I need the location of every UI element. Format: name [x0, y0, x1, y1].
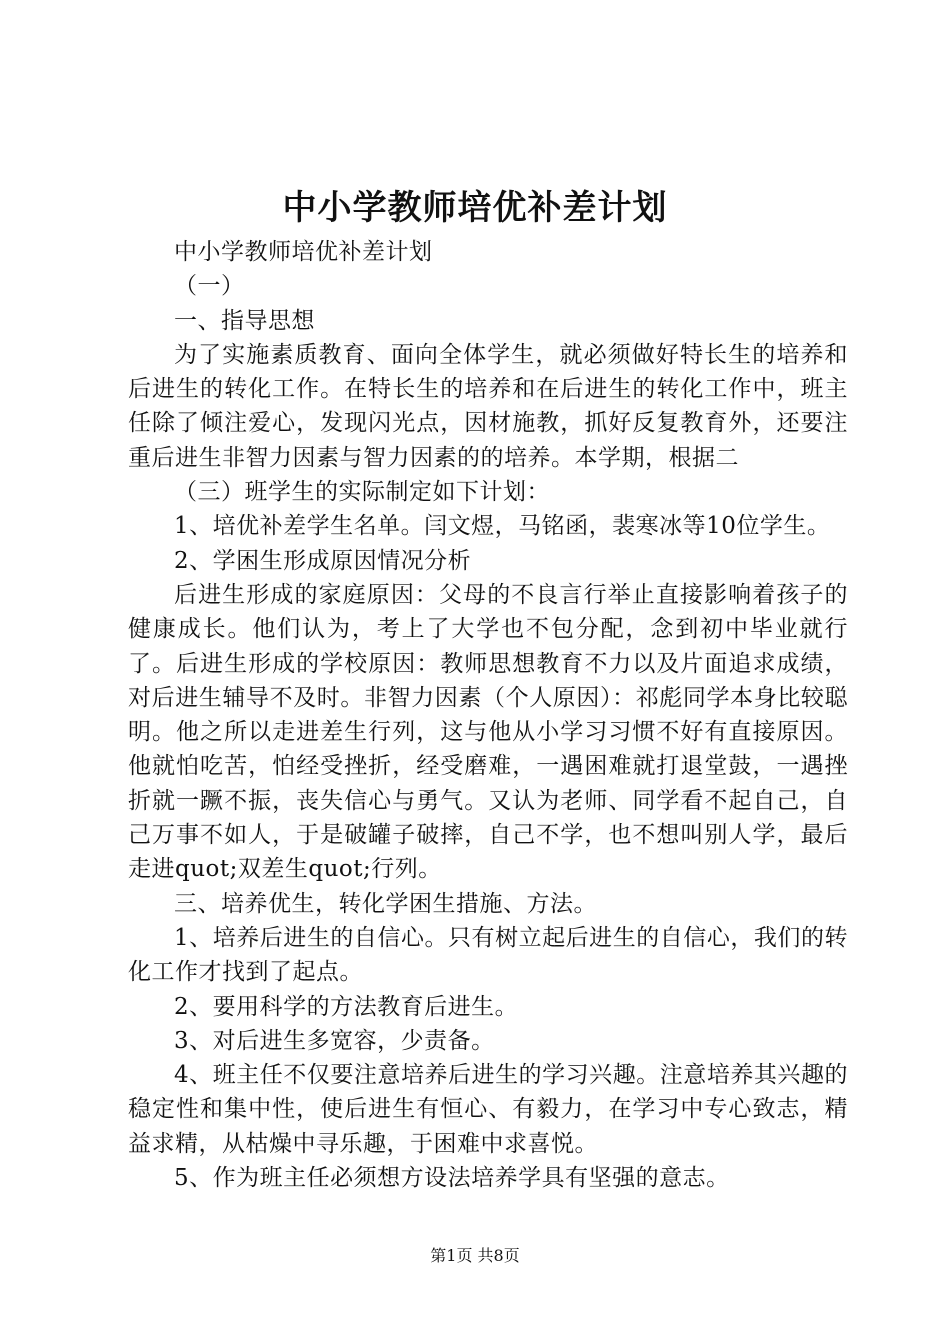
paragraph-measure-3: 3、对后进生多宽容，少责备。 — [174, 1027, 495, 1054]
paragraph-section-number: （一） — [174, 273, 245, 300]
paragraph-measure-1: 1、培养后进生的自信心。只有树立起后进生的自信心，我们的转化工作才找到了起点。 — [128, 924, 848, 986]
paragraph-student-list: 1、培优补差学生名单。闫文煜，马铭函，裴寒冰等10位学生。 — [174, 513, 831, 540]
paragraph-plan-intro: （三）班学生的实际制定如下计划： — [174, 479, 550, 506]
paragraph-analysis: 后进生形成的家庭原因：父母的不良言行举止直接影响着孩子的健康成长。他们认为，考上了大学也不包分配，念到初中毕业就行了。后进生形成的学校原因：教师思想教育不力以及片面追求成绩，对后进生辅导不及时。非智力因素（个人原因）：祁彪同学本身比较聪明。他之所以走进差生行列，这与他从小学习习惯不好有直接原因。他就怕吃苦，怕经受挫折，经受磨难，一遇困难就打退堂鼓，一遇挫折就一蹶不振，丧失信心与勇气。又认为老师、同学看不起自己，自己万事不如人，于是破罐子破摔，自己不学，也不想叫别人学，最后走进quot;双差生quot;行列。 — [128, 581, 848, 883]
paragraph-heading-analysis: 2、学困生形成原因情况分析 — [174, 547, 472, 574]
paragraph-measure-2: 2、要用科学的方法教育后进生。 — [174, 993, 519, 1020]
paragraph-measure-5: 5、作为班主任必须想方设法培养学具有坚强的意志。 — [174, 1165, 730, 1192]
document-body — [128, 235, 848, 1195]
paragraph-subtitle: 中小学教师培优补差计划 — [174, 239, 433, 265]
paragraph-measure-4: 4、班主任不仅要注意培养后进生的学习兴趣。注意培养其兴趣的稳定性和集中性，使后进生有恒心、有毅力，在学习中专心致志，精益求精，从枯燥中寻乐趣，于困难中求喜悦。 — [128, 1062, 848, 1157]
document-title: 中小学教师培优补差计划 — [282, 188, 668, 228]
paragraph-heading-measures: 三、培养优生，转化学困生措施、方法。 — [174, 890, 597, 917]
page-footer: 第1页 共8页 — [430, 1246, 520, 1265]
paragraph-heading-guiding-thought: 一、指导思想 — [174, 307, 315, 334]
paragraph-guiding-thought: 为了实施素质教育、面向全体学生，就必须做好特长生的培养和后进生的转化工作。在特长生的培养和在后进生的转化工作中，班主任除了倾注爱心，发现闪光点，因材施教，抓好反复教育外，还要注重后进生非智力因素与智力因素的的培养。本学期，根据二 — [128, 341, 848, 471]
